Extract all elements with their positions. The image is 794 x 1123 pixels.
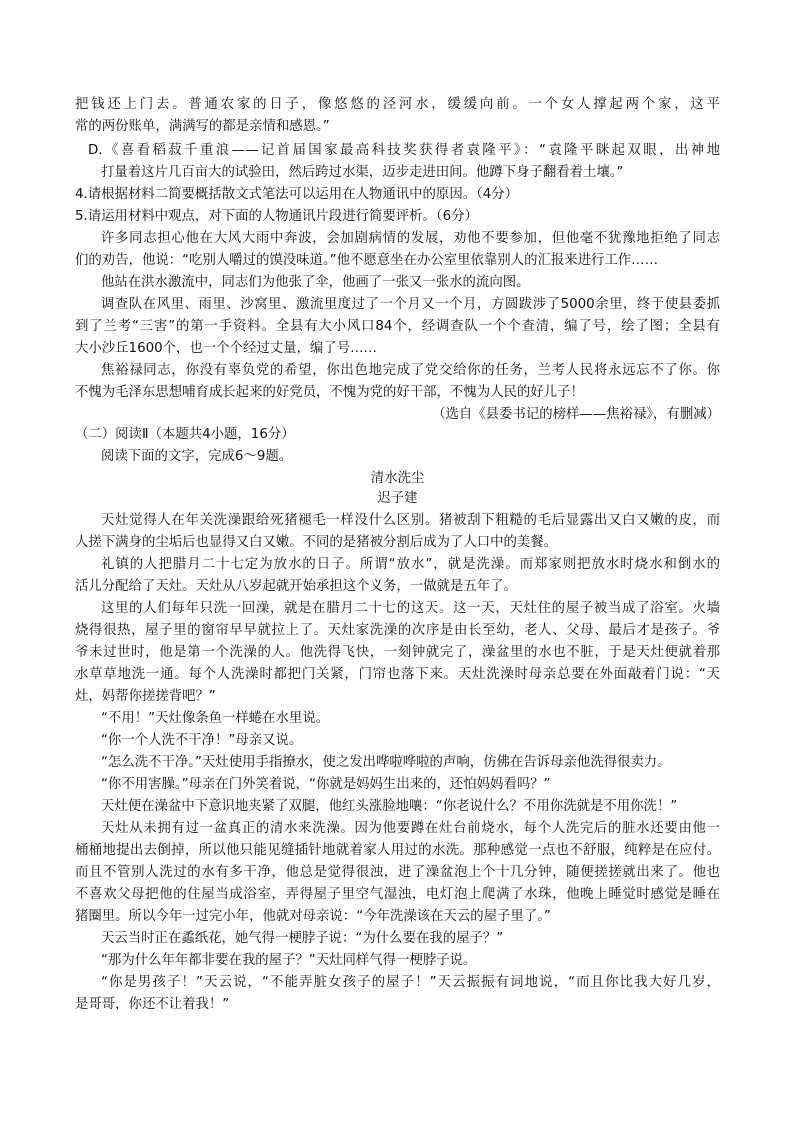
article-title: 清水洗尘 [370,471,425,486]
text-line: 是哥哥，你还不让着我！” [75,997,230,1012]
text-line: 而且不管别人洗过的水有多干净，他总是觉得很浊，进了澡盆泡上个十几分钟，随便搓搓就出来了。他也 [75,865,720,880]
source-note: （选自《县委书记的榜样——焦裕禄》，有删减） [432,407,720,422]
text-line: 天灶便在澡盆中下意识地夹紧了双腿，他红头涨脸地嚷：“你老说什么？不用你洗就是不用你洗！” [101,799,678,814]
text-line: 常的两份账单，满满写的都是亲情和感恩。” [75,119,330,134]
text-line: 灶，妈帮你搓搓背吧？” [75,689,216,704]
text-line: “那为什么年年都非要在我的屋子？”天灶同样气得一梗脖子说。 [101,953,477,968]
text-line: 天云当时正在蟊纸花，她气得一梗脖子说：“为什么要在我的屋子？” [101,931,504,946]
text-line: “你一个人洗不干净！”母亲又说。 [101,733,303,748]
text-line: 不喜欢父母把他的住屋当成浴室，弄得屋子里空气湿浊，电灯泡上爬满了水珠，他晚上睡觉时感觉是睡在 [75,887,720,902]
article-author: 迟子建 [377,491,418,506]
text-line: 烧得很热，屋子里的窗帘早早就拉上了。天灶家洗澡的次序是由长至幼，老人、父母、最后才是孩子。爷 [75,623,720,638]
text-line: 打量着这片几百亩大的试验田，然后跨过水渠，迈步走进田间。他蹲下身子翻看着土壤。” [101,165,624,180]
text-line: 爷未过世时，他是第一个洗澡的人。他洗得飞快，一刻钟就完了，澡盆里的水也不脏，于是天灶便就着那 [75,645,720,660]
question-5: 5.请运用材料中观点，对下面的人物通讯片段进行简要评析。（6分） [75,209,478,224]
text-line: 到了兰考“三害”的第一手资料。全县有大小风口84个，经调查队一个个查清，编了号，绘了图；全县有 [75,319,720,334]
text-line: 他站在洪水激流中，同志们为他张了伞，他画了一张又一张水的流向图。 [101,275,530,290]
text-line: 把钱还上门去。普通农家的日子，像悠悠的泾河水，缓缓向前。一个女人撑起两个家，这平 [75,97,720,112]
text-line: “怎么洗不干净。”天灶使用手指撩水，使之发出哗啦哗啦的声响，仿佛在告诉母亲他洗得很卖力。 [101,755,671,770]
text-line: 猪圈里。所以今年一过完小年，他就对母亲说：“今年洗澡该在天云的屋子里了。” [75,909,551,924]
text-line: “不用！”天灶像条鱼一样蜷在水里说。 [101,711,330,726]
question-4: 4.请根据材料二简要概括散文式笔法可以运用在人物通讯中的原因。（4分） [75,187,519,202]
text-line: 水草草地洗一通。每个人洗澡时都把门关紧，门帘也落下来。天灶洗澡时母亲总要在外面敲着门说：“天 [75,667,720,682]
section-heading: （二）阅读Ⅱ（本题共4小题，16分） [75,427,295,442]
text-line: 桶桶地提出去倒掉，所以他只能见缝插针地就着家人用过的水洗。那种感觉一点也不舒服，纯粹是在应付。 [75,843,720,858]
text-line: 这里的人们每年只洗一回澡，就是在腊月二十七的这天。这一天，天灶住的屋子被当成了浴室。火墙 [101,601,720,616]
option-d-line: D.《喜看稻菽千重浪——记首届国家最高科技奖获得者袁隆平》：“袁隆平眯起双眼，出神地 [88,143,720,158]
text-line: 许多同志担心他在大风大雨中奔波，会加剧病情的发展，劝他不要参加，但他毫不犹豫地拒绝了同志 [101,231,720,246]
text-line: “你是男孩子！”天云说，“不能弄脏女孩子的屋子！”天云振振有词地说，“而且你比我大好几岁， [101,975,720,990]
text-line: 天灶从未拥有过一盆真正的清水来洗澡。因为他要蹲在灶台前烧水，每个人洗完后的脏水还要由他一 [101,821,720,836]
text-line: 焦裕禄同志，你没有辜负党的希望，你出色地完成了党交给你的任务，兰考人民将永远忘不了你。你 [101,363,720,378]
text-line: 们的劝告，他说：“吃别人嚼过的馍没味道。”他不愿意坐在办公室里依靠别人的汇报来进行工作…… [75,253,658,268]
instruction: 阅读下面的文字，完成6～9题。 [101,449,293,464]
text-line: 活儿分配给了天灶。天灶从八岁起就开始承担这个义务，一做就是五年了。 [75,579,517,594]
text-line: 人搓下满身的尘垢后也显得又白又嫩。不同的是猪被分割后成为了人口中的美餐。 [75,535,558,550]
text-line: 天灶觉得人在年关洗澡跟给死猪褪毛一样没什么区别。猪被刮下粗糙的毛后显露出又白又嫩的皮，而 [101,513,720,528]
text-line: 调查队在风里、雨里、沙窝里、激流里度过了一个月又一个月，方圆跋涉了5000余里，终于使县委抓 [101,297,720,312]
text-line: 不愧为毛泽东思想哺育成长起来的好党员，不愧为党的好干部，不愧为人民的好儿子！ [75,385,584,400]
text-line: 大小沙丘1600个，也一个个经过丈量，编了号…… [75,341,377,356]
text-line: “你不用害臊。”母亲在门外笑着说，“你就是妈妈生出来的，还怕妈妈看吗？” [101,777,551,792]
text-line: 礼镇的人把腊月二十七定为放水的日子。所谓“放水”，就是洗澡。而郑家则把放水时烧水和倒水的 [101,557,720,572]
